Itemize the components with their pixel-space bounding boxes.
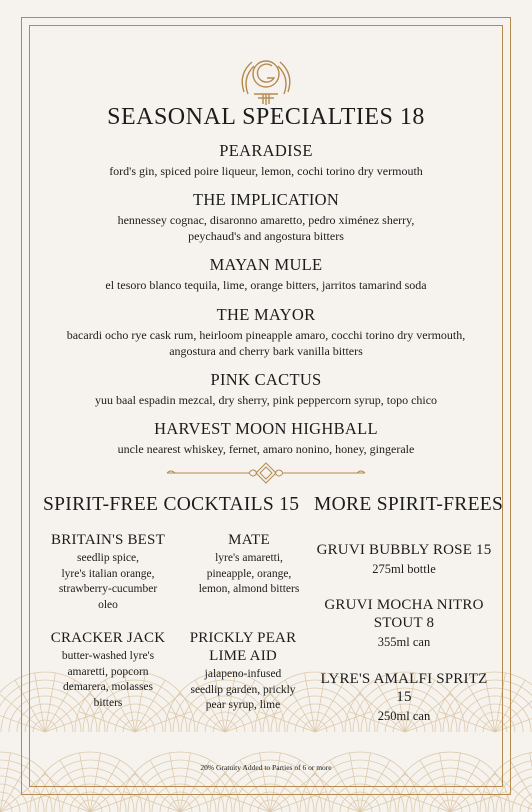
drink-name: HARVEST MOON HIGHBALL xyxy=(154,419,378,438)
cocktail-desc-line: pineapple, orange, xyxy=(206,567,292,580)
drink-name: PEARADISE xyxy=(219,141,313,160)
cocktail-desc-line: bitters xyxy=(93,696,123,709)
cocktail-desc-line: amaretti, popcorn xyxy=(67,665,149,678)
cocktail-prickly-pear-lime-aid xyxy=(168,629,318,714)
cocktail-mate xyxy=(174,531,324,598)
drink-mayan-mule xyxy=(40,255,492,293)
cocktail-desc-line: strawberry-cucumber xyxy=(58,583,158,595)
cocktail-name-line-2: LIME AID xyxy=(209,648,277,664)
beverage-gruvi-bubbly-rose xyxy=(316,541,492,578)
beverage-lyres-amalfi-spritz xyxy=(316,670,492,725)
cocktail-name-line-1: PRICKLY PEAR xyxy=(189,630,297,646)
cocktail-desc-line: pear syrup, lime xyxy=(205,699,281,711)
beverage-name: LYRE'S AMALFI SPRITZ 15 xyxy=(320,671,488,705)
drink-desc: uncle nearest whiskey, fernet, amaro nonino, honey, gingerale xyxy=(117,442,415,456)
cocktail-name: CRACKER JACK xyxy=(50,630,166,646)
drink-desc: yuu baal espadin mezcal, dry sherry, pink peppercorn syrup, topo chico xyxy=(94,393,438,407)
cocktail-britains-best xyxy=(33,531,183,613)
drink-desc-line-1: hennessey cognac, disaronno amaretto, pedro ximénez sherry, xyxy=(117,213,415,227)
cocktail-desc-line: lemon, almond bitters xyxy=(198,583,300,595)
drink-desc-line-2: peychaud's and angostura bitters xyxy=(188,229,344,243)
ornamental-divider xyxy=(165,461,367,485)
cocktail-desc-line: jalapeno-infused xyxy=(204,668,282,680)
drink-pink-cactus xyxy=(40,370,492,408)
drink-the-mayor xyxy=(40,305,492,359)
drink-the-implication xyxy=(40,190,492,244)
cocktail-name: MATE xyxy=(228,532,270,548)
beverage-size: 355ml can xyxy=(377,635,431,649)
cocktail-name: BRITAIN'S BEST xyxy=(51,532,165,548)
cocktail-cracker-jack xyxy=(33,629,183,711)
cocktail-desc-line: seedlip spice, xyxy=(77,552,139,564)
drink-desc: el tesoro blanco tequila, lime, orange bitters, jarritos tamarind soda xyxy=(105,278,427,292)
seasonal-specialties-title: SEASONAL SPECIALTIES 18 xyxy=(107,104,425,130)
drink-name: THE MAYOR xyxy=(216,305,316,324)
drink-name: PINK CACTUS xyxy=(210,370,322,389)
beverage-gruvi-mocha-nitro-stout xyxy=(316,596,492,651)
drink-name: THE IMPLICATION xyxy=(192,190,340,209)
drink-desc: ford's gin, spiced poire liqueur, lemon, cochi torino dry vermouth xyxy=(109,164,423,178)
beverage-name-line-1: GRUVI MOCHA NITRO xyxy=(324,597,484,613)
cocktail-desc-line: butter-washed lyre's xyxy=(61,650,155,662)
g-logo-icon xyxy=(234,52,298,108)
cocktail-desc-line: oleo xyxy=(98,598,118,611)
drink-desc-line-1: bacardi ocho rye cask rum, heirloom pineapple amaro, cocchi torino dry vermouth, xyxy=(66,328,466,342)
drink-harvest-moon-highball xyxy=(40,419,492,457)
spirit-free-cocktails-title: SPIRIT-FREE COCKTAILS 15 xyxy=(43,494,300,515)
more-spirit-frees-title: MORE SPIRIT-FREES xyxy=(314,494,504,515)
drink-pearadise xyxy=(40,141,492,179)
beverage-size: 275ml bottle xyxy=(372,562,436,576)
cocktail-desc-line: lyre's italian orange, xyxy=(61,567,155,580)
drink-name: MAYAN MULE xyxy=(209,255,323,274)
cocktail-desc-line: lyre's amaretti, xyxy=(215,552,283,564)
beverage-name-line-2: STOUT 8 xyxy=(373,615,435,631)
beverage-name: GRUVI BUBBLY ROSE 15 xyxy=(316,542,492,558)
beverage-size: 250ml can xyxy=(377,709,431,723)
gratuity-note: 20% Gratuity Added to Parties of 6 or more xyxy=(200,763,332,772)
cocktail-desc-line: demarera, molasses xyxy=(62,681,154,693)
drink-desc-line-2: angostura and cherry bark vanilla bitters xyxy=(169,344,363,358)
cocktail-desc-line: seedlip garden, prickly xyxy=(190,683,296,696)
